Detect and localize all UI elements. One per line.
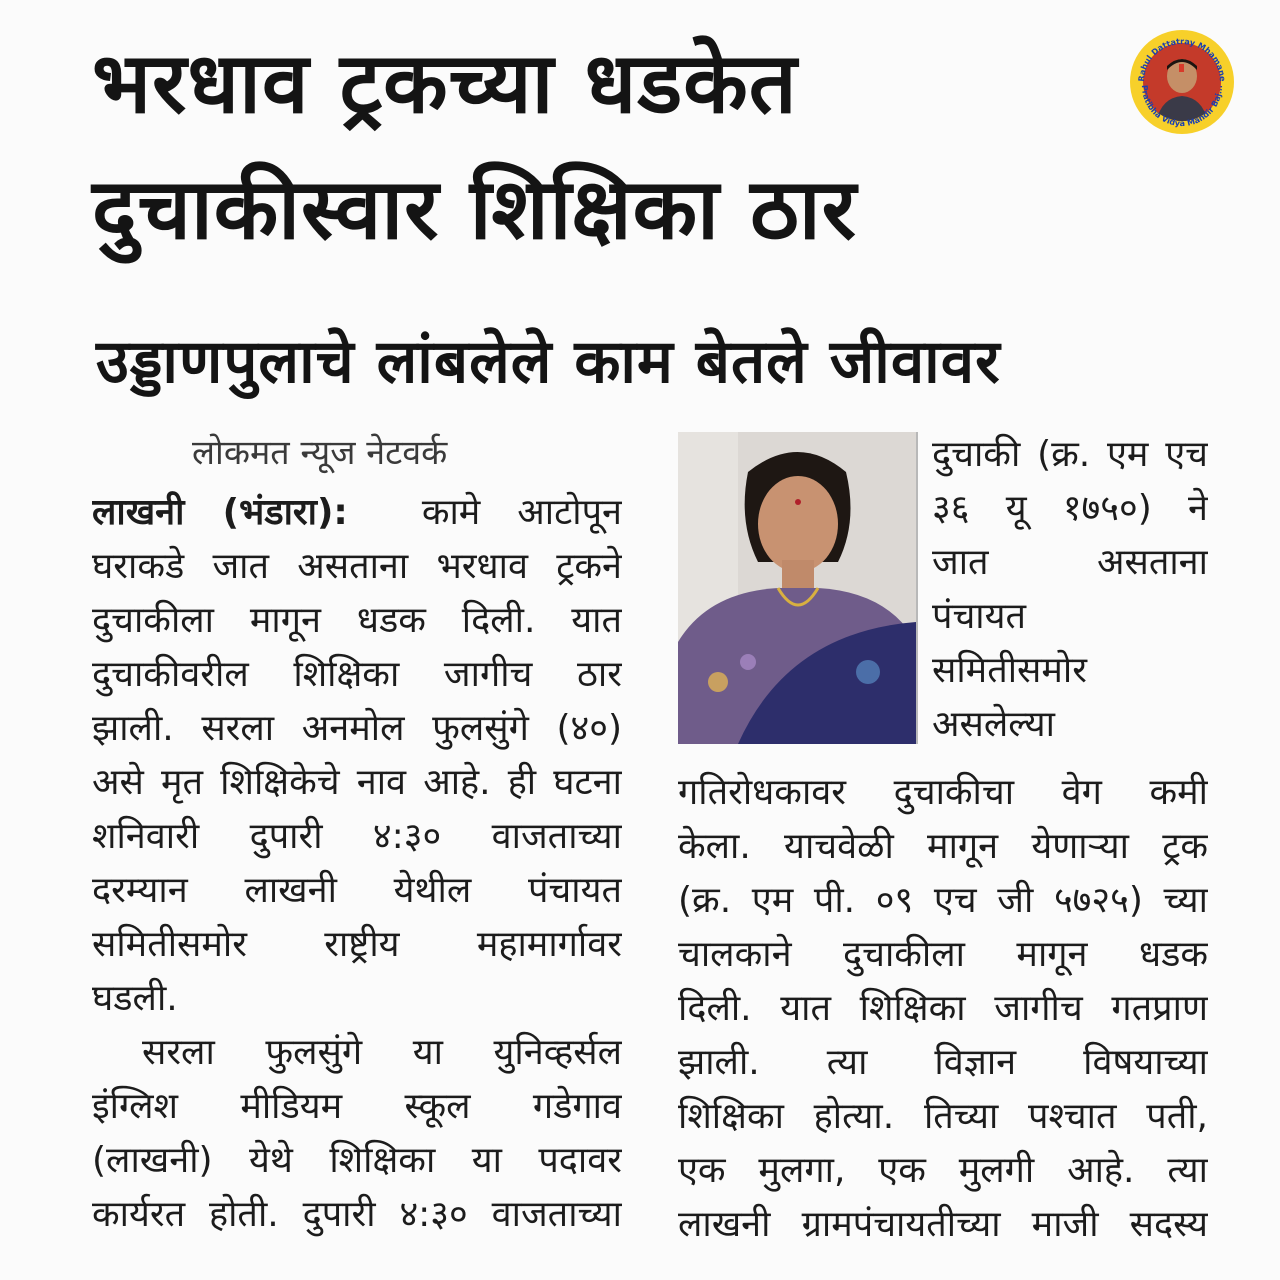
article-line: शनिवारी दुपारी ४:३० वाजताच्या [92,816,622,857]
subheading: उड्डाणपुलाचे लांबलेले काम बेतले जीवावर [96,327,1001,397]
article-column-left [92,486,622,1242]
badge-ring-text [1130,30,1234,134]
article-line: दिली. यात शिक्षिका जागीच गतप्राण [678,988,1208,1029]
article-line: जात असताना [932,542,1208,583]
article-line: गतिरोधकावर दुचाकीचा वेग कमी [678,772,1208,813]
article-line: (क्र. एम पी. ०९ एच जी ५७२५) च्या [678,880,1208,921]
article-line: चालकाने दुचाकीला मागून धडक [678,934,1208,975]
badge-top-text: Rahul Dattatray Mhamane [1136,36,1228,82]
article-column-right [678,766,1208,1252]
article-line: सरला फुलसुंगे या युनिव्हर्सल [142,1032,622,1073]
badge-bottom-text: Pratibha Vidya Mandir Baj... [1139,84,1225,129]
svg-text:Rahul Dattatray Mhamane [1137,37,1227,82]
article-line: समितीसमोर [932,650,1087,691]
article-line: एक मुलगा, एक मुलगी आहे. त्या [678,1150,1208,1191]
teacher-portrait-image [678,432,916,744]
teacher-photo [678,432,918,744]
article-line: झाली. त्या विज्ञान विषयाच्या [678,1042,1208,1083]
article-line: असे मृत शिक्षिकेचे नाव आहे. ही घटना [92,762,622,803]
article-line: कार्यरत होती. दुपारी ४:३० वाजताच्या [92,1194,622,1235]
article-line: दुचाकीवरील शिक्षिका जागीच ठार [92,654,622,695]
dateline: लाखनी (भंडारा): [92,492,348,533]
article-line: दुचाकी (क्र. एम एच [932,434,1208,475]
article-line: इंग्लिश मीडियम स्कूल गडेगाव [92,1086,622,1127]
article-line: केला. याचवेळी मागून येणाऱ्या ट्रक [678,826,1208,867]
svg-text:Pratibha Vidya Mandir Baj... [1140,85,1224,128]
article-line: लाखनी ग्रामपंचायतीच्या माजी सदस्य [678,1204,1208,1245]
article-line: शिक्षिका होत्या. तिच्या पश्चात पती, [678,1096,1208,1137]
article-line: असलेल्या [932,704,1055,745]
news-credit: लोकमत न्यूज नेटवर्क [192,433,448,473]
profile-badge-logo [1130,30,1234,134]
headline-line-2: दुचाकीस्वार शिक्षिका ठार [92,160,857,258]
article-line: दुचाकीला मागून धडक दिली. यात [92,600,622,641]
headline-line-1: भरधाव ट्रकच्या धडकेत [92,34,798,132]
article-line: पंचायत [932,596,1027,637]
article-line: ३६ यू १७५०) ने [932,488,1208,529]
article-line: समितीसमोर राष्ट्रीय महामार्गावर [92,924,622,965]
article-line: लाखनी (भंडारा): कामे आटोपून [92,492,622,533]
article-line: घडली. [92,978,178,1019]
article-line: झाली. सरला अनमोल फुलसुंगे (४०) [92,708,622,749]
article-line: (लाखनी) येथे शिक्षिका या पदावर [92,1140,622,1181]
article-column-right-top [932,428,1208,752]
article-line: दरम्यान लाखनी येथील पंचायत [92,870,622,911]
article-line: घराकडे जात असताना भरधाव ट्रकने [92,546,622,587]
